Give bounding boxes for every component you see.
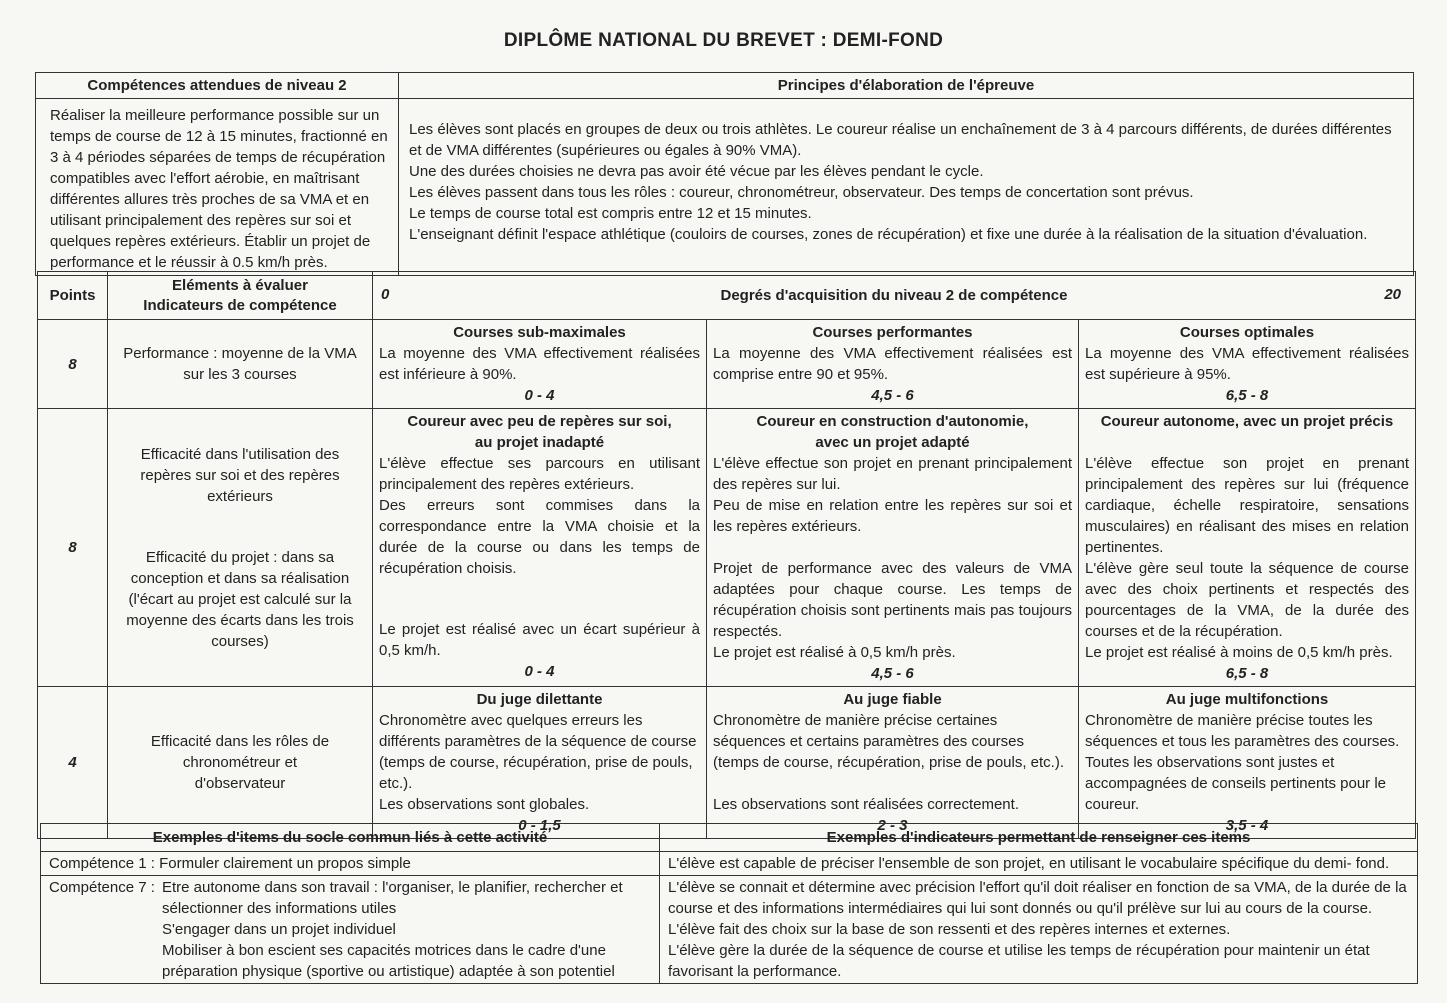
row2-degree2	[707, 409, 1079, 687]
principle-item: Le temps de course total est compris entre 12 et 15 minutes.	[409, 205, 812, 222]
competence7-indicator: L'élève gère la durée de la séquence de course et utilise les temps de récupération pour maintenir un état favorisant la performance.	[668, 942, 1370, 980]
elements-header-line2: Indicateurs de compétence	[143, 296, 337, 314]
degree-score: 4,5 - 6	[871, 665, 914, 682]
competence-text: Réaliser la meilleure performance possible sur un temps de course de 12 à 15 minutes, fractionné en 3 à 4 périodes séparées de temps de récupération compatibles avec l'effort aérobie, en maîtrisant différentes allures très proches de sa VMA et en utilisant principalement des repères sur soi et quelques repères extérieurs. Établir un projet de performance et le réussir à 0.5 km/h près.	[36, 99, 399, 276]
row3-degree1	[373, 687, 707, 839]
degree-score: 2 - 3	[877, 817, 908, 834]
socle-commun-table	[40, 823, 1418, 984]
evaluation-grid	[37, 271, 1416, 839]
degree-text: L'élève gère seul toute la séquence de course avec des choix pertinents et respectés des pourcentages de la VMA, de la durée des courses et de la récupération.	[1085, 560, 1409, 640]
degree-score: 0 - 4	[524, 387, 555, 404]
row3-points: 4	[38, 687, 108, 839]
row3-degree2	[707, 687, 1079, 839]
degree-title: Courses sub-maximales	[453, 324, 626, 341]
competence7-indicator: L'élève se connait et détermine avec précision l'effort qu'il doit réaliser en fonction de sa VMA, de la durée de la course et des informations intermédiaires qui lui sont donnés ou qu'il prélève sur lui au cours de la course.	[668, 879, 1407, 917]
degree-title: Courses performantes	[812, 324, 973, 341]
degree-text: Le projet est réalisé à moins de 0,5 km/h près.	[1085, 644, 1393, 661]
degree-text: L'élève effectue son projet en prenant principalement des repères sur lui (fréquence cardiaque, échelle respiratoire, sensations musculaires) en réalisant des mises en relation pertinentes.	[1085, 455, 1409, 556]
row2-degree3	[1079, 409, 1416, 687]
competence7-indicators	[660, 876, 1418, 984]
degree-min: 0	[381, 286, 390, 303]
degree-text: Chronomètre avec quelques erreurs les différents paramètres de la séquence de course (temps de course, récupération, prise de pouls, etc.).	[379, 712, 697, 792]
degree-text: L'élève effectue son projet en prenant principalement des repères sur lui.	[713, 455, 1072, 493]
degrees-header	[373, 272, 1416, 320]
degree-score: 6,5 - 8	[1225, 665, 1269, 682]
degree-text: Des erreurs sont commises dans la correspondance entre la VMA choisie et la durée de la course ou dans les temps de récupération choisis.	[379, 497, 700, 577]
competences-table	[35, 72, 1414, 276]
row1-degree1	[373, 320, 707, 409]
degree-text: Peu de mise en relation entre les repères sur soi et les repères extérieurs.	[713, 497, 1072, 535]
elements-header	[108, 272, 373, 320]
degree-text: Les observations sont globales.	[379, 796, 590, 813]
row2-element	[108, 409, 373, 687]
degree-text: Chronomètre de manière précise toutes les séquences et tous les paramètres des courses.	[1085, 712, 1400, 750]
degree-text: Projet de performance avec des valeurs de VMA adaptées pour chaque course. Les temps de récupération choisis sont pertinents mais pas toujours respectés.	[713, 560, 1072, 640]
socle-items-header: Exemples d'items du socle commun liés à cette activité	[41, 824, 660, 852]
row1-degree3	[1079, 320, 1416, 409]
degree-score: 3,5 - 4	[1225, 817, 1269, 834]
row3-degree3	[1079, 687, 1416, 839]
principle-item: Les élèves passent dans tous les rôles : coureur, chronométreur, observateur. Des temps de concertation sont prévus.	[409, 184, 1194, 201]
degree-text: Toutes les observations sont justes et accompagnées de conseils pertinents pour le coureur.	[1085, 754, 1387, 813]
competence7-item: Etre autonome dans son travail : l'organiser, le planifier, rechercher et sélectionner des informations utiles	[162, 879, 623, 917]
row1-element: Performance : moyenne de la VMA sur les 3 courses	[108, 320, 373, 409]
principle-item: Les élèves sont placés en groupes de deux ou trois athlètes. Le coureur réalise un enchaînement de 3 à 4 parcours différents, de durées différentes et de VMA différentes (supérieures ou égales à 90% VMA).	[409, 121, 1392, 159]
degree-text: La moyenne des VMA effectivement réalisées est inférieure à 90%.	[379, 345, 700, 383]
degrees-title: Degrés d'acquisition du niveau 2 de compétence	[720, 287, 1068, 304]
degree-title: Du juge dilettante	[476, 691, 603, 708]
degree-max: 20	[1384, 286, 1401, 303]
principles-header: Principes d'élaboration de l'épreuve	[399, 73, 1414, 99]
degree-text: La moyenne des VMA effectivement réalisées est comprise entre 90 et 95%.	[713, 345, 1072, 383]
row3-element: Efficacité dans les rôles de chronométreur et d'observateur	[108, 687, 373, 839]
degree-title-line1: Coureur avec peu de repères sur soi,	[407, 413, 672, 430]
row2-degree1	[373, 409, 707, 687]
competence1-item: Formuler clairement un propos simple	[159, 855, 411, 872]
degree-text: La moyenne des VMA effectivement réalisées est supérieure à 95%.	[1085, 345, 1409, 383]
indicators-header: Exemples d'indicateurs permettant de renseigner ces items	[660, 824, 1418, 852]
degree-score: 4,5 - 6	[871, 387, 914, 404]
principle-item: Une des durées choisies ne devra pas avoir été vécue par les élèves pendant le cycle.	[409, 163, 984, 180]
degree-text: L'élève effectue ses parcours en utilisant principalement des repères extérieurs.	[379, 455, 700, 493]
principles-cell	[399, 99, 1414, 276]
degree-title: Coureur autonome, avec un projet précis	[1100, 413, 1394, 430]
competence1-label: Compétence 1 :	[49, 855, 155, 872]
row2-points: 8	[38, 409, 108, 687]
degree-title-line2: avec un projet adapté	[815, 434, 970, 451]
degree-score: 6,5 - 8	[1225, 387, 1269, 404]
degree-score: 0 - 1,5	[518, 817, 561, 834]
competence7-cell	[41, 876, 660, 984]
degree-title: Au juge multifonctions	[1165, 691, 1329, 708]
competence7-label: Compétence 7 :	[49, 879, 155, 896]
degree-text: Chronomètre de manière précise certaines séquences et certains paramètres des courses (temps de course, récupération, prise de pouls, etc.).	[713, 712, 1065, 771]
degree-text: Les observations sont réalisées correctement.	[713, 796, 1019, 813]
degree-title-line1: Coureur en construction d'autonomie,	[756, 413, 1029, 430]
row2-element-b: Efficacité du projet : dans sa conception et dans sa réalisation (l'écart au projet est calculé sur la moyenne des écarts dans les trois courses)	[126, 548, 354, 650]
degree-text: Le projet est réalisé à 0,5 km/h près.	[713, 644, 956, 661]
document-title: DIPLÔME NATIONAL DU BREVET : DEMI-FOND	[503, 30, 944, 51]
competence7-indicator: L'élève fait des choix sur la base de son ressenti et des repères internes et externes.	[668, 921, 1231, 938]
competence7-item: S'engager dans un projet individuel	[162, 921, 396, 938]
principle-item: L'enseignant définit l'espace athlétique (couloirs de courses, zones de récupération) et fixe une durée à la réalisation de la situation d'évaluation.	[409, 226, 1368, 243]
degree-score: 0 - 4	[524, 663, 555, 680]
degree-title: Au juge fiable	[843, 691, 942, 708]
competence1-indicator: L'élève est capable de préciser l'ensemble de son projet, en utilisant le vocabulaire spécifique du demi- fond.	[660, 852, 1418, 876]
row2-element-a: Efficacité dans l'utilisation des repères sur soi et des repères extérieurs	[140, 445, 340, 505]
row1-points: 8	[38, 320, 108, 409]
degree-title: Courses optimales	[1179, 324, 1315, 341]
degree-text: Le projet est réalisé avec un écart supérieur à 0,5 km/h.	[379, 621, 700, 659]
competence7-item: Mobiliser à bon escient ses capacités motrices dans le cadre d'une préparation physique (sportive ou artistique) adaptée à son potentiel	[162, 942, 615, 980]
row1-degree2	[707, 320, 1079, 409]
points-header: Points	[38, 272, 108, 320]
degree-title-line2: au projet inadapté	[474, 434, 605, 451]
competences-header: Compétences attendues de niveau 2	[36, 73, 399, 99]
competence1-cell	[41, 852, 660, 876]
elements-header-line1: Eléments à évaluer	[172, 276, 308, 294]
